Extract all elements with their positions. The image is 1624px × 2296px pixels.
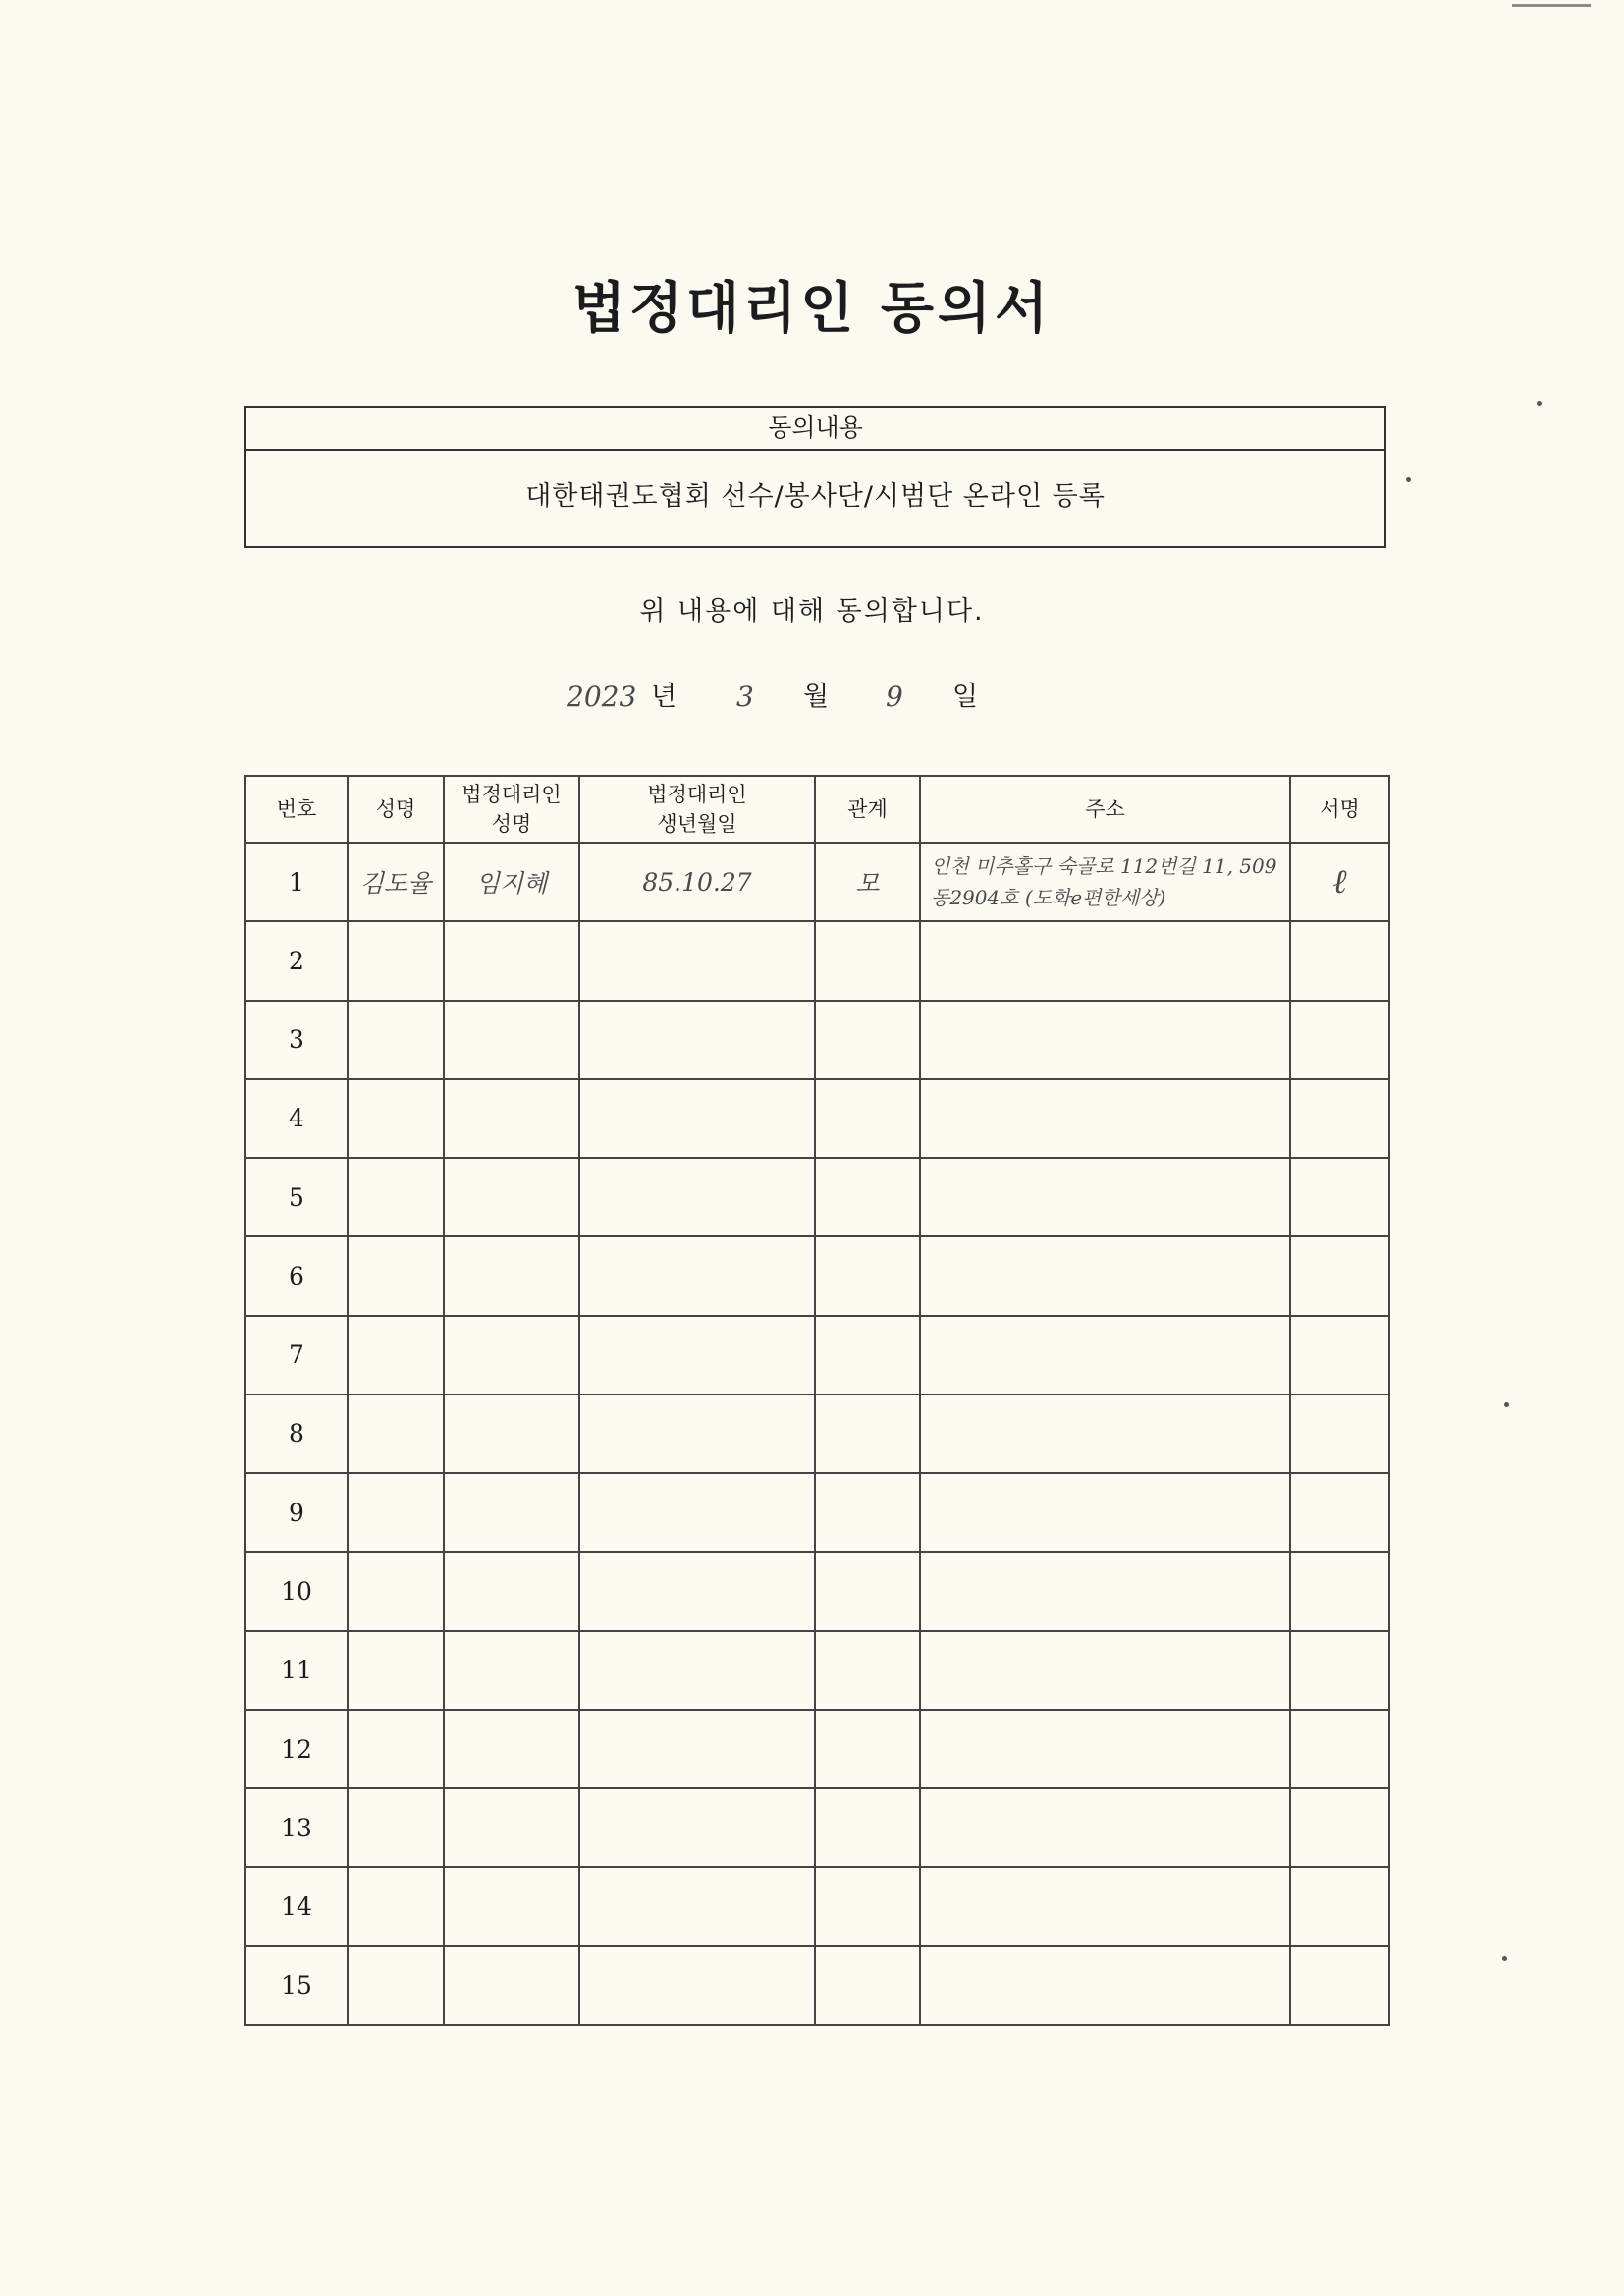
row-guardian-name bbox=[444, 1946, 579, 2025]
col-header-guardian-name: 법정대리인 성명 bbox=[444, 776, 579, 843]
row-guardian-birth bbox=[579, 1316, 815, 1394]
row-name bbox=[348, 1236, 444, 1315]
row-name bbox=[348, 1710, 444, 1788]
row-number: 7 bbox=[245, 1316, 348, 1394]
table-header-row bbox=[245, 776, 1389, 843]
row-relation bbox=[815, 1158, 920, 1236]
date-line bbox=[0, 678, 1624, 717]
table-row bbox=[245, 1394, 1389, 1473]
row-relation bbox=[815, 1001, 920, 1079]
col-header-name: 성명 bbox=[348, 776, 444, 843]
col-header-address: 주소 bbox=[920, 776, 1290, 843]
row-guardian-birth bbox=[579, 1473, 815, 1552]
row-guardian-birth bbox=[579, 1079, 815, 1158]
row-number: 6 bbox=[245, 1236, 348, 1315]
row-name bbox=[348, 1946, 444, 2025]
table-row bbox=[245, 1316, 1389, 1394]
row-number: 14 bbox=[245, 1867, 348, 1945]
row-number: 13 bbox=[245, 1788, 348, 1867]
row-address bbox=[920, 1946, 1290, 2025]
table-row bbox=[245, 1001, 1389, 1079]
row-address bbox=[920, 1473, 1290, 1552]
row-relation bbox=[815, 1867, 920, 1945]
row-guardian-name bbox=[444, 1394, 579, 1473]
row-guardian-name bbox=[444, 921, 579, 1000]
table-row bbox=[245, 1788, 1389, 1867]
scan-speck bbox=[1537, 401, 1542, 406]
row-relation bbox=[815, 1473, 920, 1552]
col-header-signature: 서명 bbox=[1290, 776, 1389, 843]
date-month-label: 월 bbox=[803, 682, 830, 712]
row-name bbox=[348, 1867, 444, 1945]
table-row bbox=[245, 1710, 1389, 1788]
col-header-guardian-birth: 법정대리인 생년월일 bbox=[579, 776, 815, 843]
row-guardian-birth bbox=[579, 1001, 815, 1079]
table-row bbox=[245, 1158, 1389, 1236]
row-guardian-birth bbox=[579, 1710, 815, 1788]
row-relation bbox=[815, 1394, 920, 1473]
row-address bbox=[920, 1867, 1290, 1945]
row-guardian-name bbox=[444, 1158, 579, 1236]
row-number: 12 bbox=[245, 1710, 348, 1788]
row-name bbox=[348, 1316, 444, 1394]
row-name bbox=[348, 921, 444, 1000]
row-guardian-name bbox=[444, 1552, 579, 1630]
row-guardian-name bbox=[444, 1316, 579, 1394]
date-day-label: 일 bbox=[952, 682, 979, 712]
row-name bbox=[348, 1552, 444, 1630]
row-guardian-birth bbox=[579, 1631, 815, 1710]
row-guardian-birth bbox=[579, 1552, 815, 1630]
row-signature bbox=[1290, 1552, 1389, 1630]
table-row bbox=[245, 921, 1389, 1000]
table-row bbox=[245, 1079, 1389, 1158]
row-address bbox=[920, 1236, 1290, 1315]
row-signature bbox=[1290, 1788, 1389, 1867]
row-guardian-birth bbox=[579, 1158, 815, 1236]
row-signature bbox=[1290, 1394, 1389, 1473]
row-signature: ℓ bbox=[1290, 843, 1389, 921]
scan-speck bbox=[1502, 1956, 1507, 1961]
consent-content-box bbox=[244, 406, 1386, 548]
row-signature bbox=[1290, 1710, 1389, 1788]
row-relation bbox=[815, 1316, 920, 1394]
row-address bbox=[920, 1631, 1290, 1710]
row-address bbox=[920, 1394, 1290, 1473]
table-row bbox=[245, 1552, 1389, 1630]
row-guardian-birth bbox=[579, 1236, 815, 1315]
row-name bbox=[348, 1631, 444, 1710]
table-row bbox=[245, 1473, 1389, 1552]
table-row bbox=[245, 1236, 1389, 1315]
row-signature bbox=[1290, 1946, 1389, 2025]
row-name bbox=[348, 1394, 444, 1473]
row-number: 2 bbox=[245, 921, 348, 1000]
date-year: 2023 bbox=[567, 681, 637, 713]
row-number: 15 bbox=[245, 1946, 348, 2025]
row-relation bbox=[815, 921, 920, 1000]
row-signature bbox=[1290, 1316, 1389, 1394]
row-number: 1 bbox=[245, 843, 348, 921]
row-guardian-birth bbox=[579, 921, 815, 1000]
row-relation bbox=[815, 1788, 920, 1867]
row-signature bbox=[1290, 1631, 1389, 1710]
consent-header: 동의내용 bbox=[246, 408, 1384, 451]
row-guardian-birth bbox=[579, 1788, 815, 1867]
row-guardian-birth bbox=[579, 1394, 815, 1473]
row-relation bbox=[815, 1631, 920, 1710]
row-guardian-name bbox=[444, 1079, 579, 1158]
table-row bbox=[245, 1946, 1389, 2025]
row-address bbox=[920, 1710, 1290, 1788]
row-address bbox=[920, 921, 1290, 1000]
row-address bbox=[920, 1158, 1290, 1236]
row-guardian-name bbox=[444, 1867, 579, 1945]
row-name: 김도율 bbox=[348, 843, 444, 921]
row-number: 11 bbox=[245, 1631, 348, 1710]
row-relation bbox=[815, 1946, 920, 2025]
row-signature bbox=[1290, 1473, 1389, 1552]
row-relation bbox=[815, 1710, 920, 1788]
scan-speck bbox=[1406, 477, 1411, 482]
consent-content: 대한태권도협회 선수/봉사단/시범단 온라인 등록 bbox=[525, 481, 1106, 512]
scan-speck bbox=[1504, 1402, 1509, 1407]
date-year-label: 년 bbox=[651, 682, 677, 712]
row-address bbox=[920, 1001, 1290, 1079]
date-month: 3 bbox=[736, 681, 754, 713]
page-title: 법정대리인 동의서 bbox=[571, 277, 1053, 341]
row-signature bbox=[1290, 1001, 1389, 1079]
row-name bbox=[348, 1788, 444, 1867]
table-row bbox=[245, 1867, 1389, 1945]
table-row bbox=[245, 843, 1389, 921]
col-header-relation: 관계 bbox=[815, 776, 920, 843]
row-signature bbox=[1290, 1867, 1389, 1945]
row-name bbox=[348, 1001, 444, 1079]
row-signature bbox=[1290, 1079, 1389, 1158]
row-signature bbox=[1290, 1158, 1389, 1236]
row-signature bbox=[1290, 921, 1389, 1000]
row-relation: 모 bbox=[815, 843, 920, 921]
row-name bbox=[348, 1158, 444, 1236]
row-number: 9 bbox=[245, 1473, 348, 1552]
row-relation bbox=[815, 1236, 920, 1315]
row-address bbox=[920, 1079, 1290, 1158]
row-address bbox=[920, 1316, 1290, 1394]
col-header-number: 번호 bbox=[245, 776, 348, 843]
row-guardian-birth bbox=[579, 1946, 815, 2025]
row-number: 5 bbox=[245, 1158, 348, 1236]
row-guardian-name bbox=[444, 1788, 579, 1867]
row-number: 3 bbox=[245, 1001, 348, 1079]
row-guardian-name bbox=[444, 1710, 579, 1788]
agreement-statement: 위 내용에 대해 동의합니다. bbox=[639, 596, 985, 627]
scan-edge-line bbox=[1512, 4, 1591, 7]
row-number: 10 bbox=[245, 1552, 348, 1630]
row-relation bbox=[815, 1552, 920, 1630]
row-guardian-name bbox=[444, 1236, 579, 1315]
row-number: 4 bbox=[245, 1079, 348, 1158]
row-address: 인천 미추홀구 숙골로 112번길 11, 509동2904호 (도화e편한세상) bbox=[920, 843, 1290, 921]
row-guardian-name: 임지혜 bbox=[444, 843, 579, 921]
row-guardian-name bbox=[444, 1631, 579, 1710]
guardian-roster-table bbox=[244, 775, 1390, 2026]
row-guardian-birth bbox=[579, 1867, 815, 1945]
row-guardian-name bbox=[444, 1473, 579, 1552]
row-name bbox=[348, 1079, 444, 1158]
table-row bbox=[245, 1631, 1389, 1710]
row-guardian-name bbox=[444, 1001, 579, 1079]
row-address bbox=[920, 1788, 1290, 1867]
row-guardian-birth: 85.10.27 bbox=[579, 843, 815, 921]
date-day: 9 bbox=[886, 681, 903, 713]
row-name bbox=[348, 1473, 444, 1552]
row-signature bbox=[1290, 1236, 1389, 1315]
row-number: 8 bbox=[245, 1394, 348, 1473]
row-relation bbox=[815, 1079, 920, 1158]
row-address bbox=[920, 1552, 1290, 1630]
